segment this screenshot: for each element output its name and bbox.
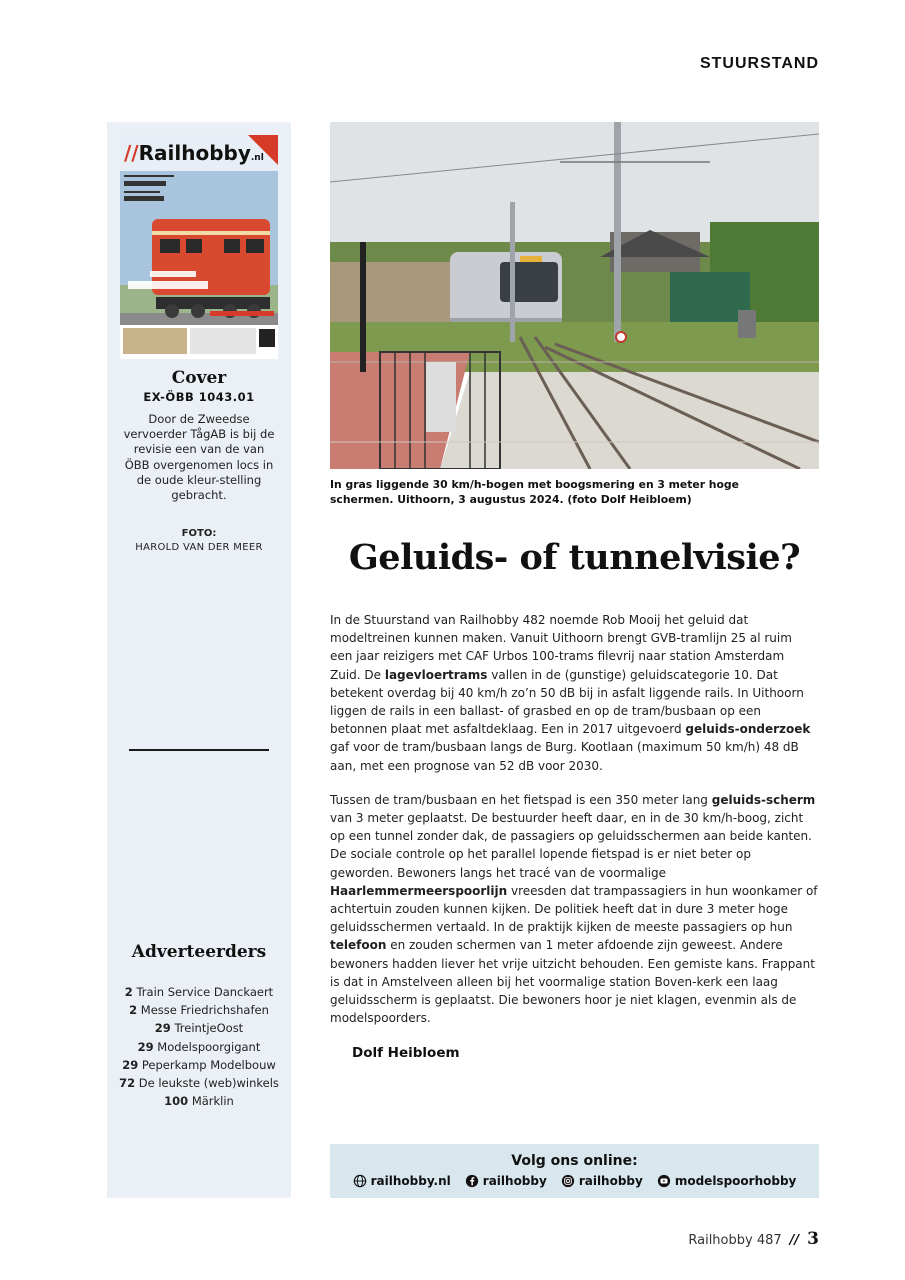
paragraph: In de Stuurstand van Railhobby 482 noemde Rob Mooij het geluid dat modeltreinen kunnen maken. Vanuit Uithoorn brengt GVB-tramlijn 25 al ruim een jaar reizigers met CAF Urbos 100-trams filevrij naar station Amsterdam Zuid. De lagevloertrams vallen in de (gunstige) geluidscategorie 10. Dat betekent overdag bij 40 km/h zo’n 50 dB bij in asfalt liggende rails. In Uithoorn liggen de rails in een ballast- of grasbed en op de tram/busbaan op een betonnen plaat met asfaltdeklaag. Een in 2017 uitgevoerd geluids-onderzoek gaf voor de tram/busbaan langs de Burg. Kootlaan (maximum 50 km/h) 48 dB aan, met een prognose van 52 dB voor 2030.: [330, 613, 811, 773]
cover-title: Cover: [171, 368, 227, 388]
list-item: 29 TreintjeOost: [154, 1021, 244, 1036]
photo-label: FOTO:: [181, 528, 217, 539]
cover-image[interactable]: [120, 135, 278, 359]
page-footer: [688, 1229, 819, 1249]
footer-magazine: Railhobby 487: [688, 1233, 782, 1248]
advertisers-list: [115, 983, 283, 1110]
list-item: 100 Märklin: [164, 1094, 234, 1109]
article-headline: Geluids- of tunnelvisie?: [348, 537, 801, 578]
article-author: Dolf Heibloem: [352, 1045, 460, 1061]
photo-caption: In gras liggende 30 km/h-bogen met boogsmering en 3 meter hoge schermen. Uithoorn, 3 augustus 2024. (foto Dolf Heibloem): [330, 478, 739, 506]
list-item: 2 Train Service Danckaert: [124, 985, 274, 999]
section-label: STUURSTAND: [699, 55, 819, 72]
social-links: [330, 1174, 819, 1188]
paragraph: Tussen de tram/busbaan en het fietspad is een 350 meter lang geluids-scherm van 3 meter geplaatst. De bestuurder heeft daar, en in de 30 km/h-boog, zicht op een tunnel zonder dak, de passagiers op geluidsschermen aan beide kanten. De sociale controle op het parallel lopende fietspad is er niet beter op geworden. Bewoners langs het tracé van de voormalige Haarlemmermeerspoorlijn vreesden dat trampassagiers in hun woonkamer of achtertuin zouden kunnen kijken. De politiek heeft dat in dure 3 meter hoge geluidsschermen vertaald. In de praktijk kijken de meeste passagiers op hun telefoon en zouden schermen van 1 meter afdoende zijn geweest. Andere bewoners hadden liever het vrije uitzicht behouden. Een gemiste kans. Frappant is dat in Amstelveen alleen bij het voormalige station Boven-kerk een laag geluidsscherm is geplaatst. Die bewoners hoor je niet klagen, evenmin als de modelspoorders.: [330, 792, 818, 1026]
youtube-link[interactable]: modelspoorhobby: [657, 1174, 797, 1188]
list-item: 29 Modelspoorgigant: [137, 1039, 261, 1054]
article-photo: [330, 122, 819, 469]
cover-subtitle: EX-ÖBB 1043.01: [143, 390, 255, 404]
website-link[interactable]: railhobby.nl: [353, 1174, 451, 1188]
article-body: [330, 611, 818, 1043]
instagram-icon: [561, 1174, 575, 1188]
sidebar-divider: [129, 749, 269, 751]
cover-description: Door de Zweedse vervoerder TågAB is bij de revisie een van de van ÖBB overgenomen locs in de oude kleur-stelling gebracht.: [123, 412, 275, 503]
follow-box: [330, 1144, 819, 1198]
follow-title: Volg ons online:: [511, 1153, 638, 1169]
svg-text://Railhobby.nl: //Railhobby.nl: [124, 141, 264, 165]
facebook-icon: [465, 1174, 479, 1188]
list-item: 29 Peperkamp Modelbouw: [122, 1057, 276, 1072]
facebook-link[interactable]: railhobby: [465, 1174, 547, 1188]
cover-masthead-tld: .nl: [250, 153, 264, 163]
cover-masthead: Railhobby: [138, 141, 251, 165]
advertisers-title: Adverteerders: [131, 942, 267, 962]
footer-separator: //: [789, 1233, 800, 1248]
sidebar: [107, 122, 291, 1198]
photo-credit: HAROLD VAN DER MEER: [135, 542, 263, 553]
list-item: 2 Messe Friedrichshafen: [129, 1003, 269, 1018]
list-item: 72 De leukste (web)winkels: [119, 1076, 279, 1091]
globe-icon: [353, 1174, 367, 1188]
page-number: 3: [807, 1229, 819, 1249]
instagram-link[interactable]: railhobby: [561, 1174, 643, 1188]
youtube-icon: [657, 1174, 671, 1188]
